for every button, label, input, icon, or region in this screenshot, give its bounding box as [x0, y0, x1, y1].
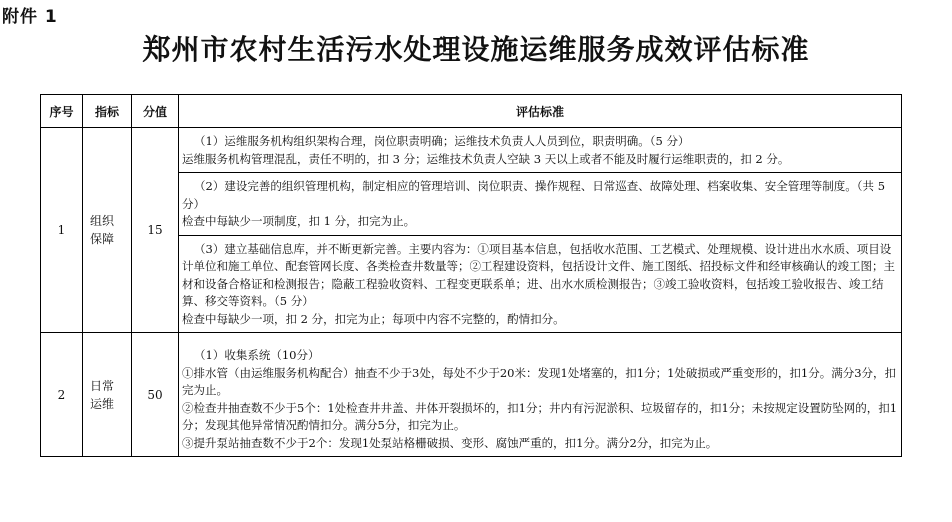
row-indicator — [83, 333, 132, 457]
row-criteria — [179, 333, 902, 457]
table-row — [41, 128, 902, 333]
criteria-line: 检查中每缺少一项制度，扣 1 分，扣完为止。 — [182, 214, 416, 228]
criteria-line: ①排水管（由运维服务机构配合）抽查不少于3处，每处不少于20米：发现1处堵塞的，扣1分；1处破损或严重变形的，扣1分。满分3分，扣完为止。 — [182, 365, 897, 397]
row-score: 15 — [132, 128, 179, 333]
header-index: 序号 — [41, 95, 83, 128]
table-header-row — [41, 95, 902, 128]
criteria-block — [179, 235, 901, 333]
table-row — [41, 333, 902, 457]
criteria-line: （1）运维服务机构组织架构合理，岗位职责明确；运维技术负责人人员到位，职责明确。（5 分） — [194, 134, 690, 148]
criteria-block — [179, 333, 901, 456]
criteria-block — [179, 128, 901, 172]
criteria-line: （3）建立基础信息库，并不断更新完善。主要内容为：①项目基本信息，包括收水范围、工艺模式、处理规模、设计进出水水质、项目设计单位和施工单位、配套管网长度、各类检查井数量等；②工程建设资料，包括设计文件、施工图纸、招投标文件和经审核确认的竣工图；主材和设备合格证和检测报告；隐蔽工程验收资料、工程变更联系单；进、出水水质检测报告；③竣工验收资料，包括竣工验收报告、竣工结算、移交等资料。（5 分） — [182, 241, 895, 308]
header-criteria: 评估标准 — [179, 95, 902, 128]
row-index: 2 — [41, 333, 83, 457]
header-indicator: 指标 — [83, 95, 132, 128]
criteria-line: 运维服务机构管理混乱，责任不明的，扣 3 分；运维技术负责人空缺 3 天以上或者不能及时履行运维职责的，扣 2 分。 — [182, 151, 790, 166]
criteria-line: ②检查井抽查数不少于5个：1处检查井井盖、井体开裂损坏的，扣1分；井内有污泥淤积、垃圾留存的，扣1分；未按规定设置防坠网的，扣1分；发现其他异常情况酌情扣分。满分5分，扣完为止。 — [182, 400, 898, 432]
row-score: 50 — [132, 333, 179, 457]
row-indicator-text: 组织保障 — [90, 214, 115, 246]
row-index: 1 — [41, 128, 83, 333]
row-indicator-text: 日常运维 — [90, 378, 115, 411]
row-indicator — [83, 128, 132, 333]
criteria-line: （1）收集系统（10分） — [194, 348, 320, 362]
row-criteria — [179, 128, 902, 333]
criteria-block — [179, 172, 901, 235]
criteria-line: 检查中每缺少一项，扣 2 分，扣完为止；每项中内容不完整的，酌情扣分。 — [182, 311, 565, 326]
evaluation-table — [40, 94, 902, 457]
attachment-label: 附件 1 — [2, 7, 58, 27]
criteria-line: （2）建设完善的组织管理机构，制定相应的管理培训、岗位职责、操作规程、日常巡查、故障处理、档案收集、安全管理等制度。（共 5 分） — [182, 179, 886, 211]
criteria-line: ③提升泵站抽查数不少于2个：发现1处泵站格栅破损、变形、腐蚀严重的，扣1分。满分2分，扣完为止。 — [182, 435, 718, 450]
document-title: 郑州市农村生活污水处理设施运维服务成效评估标准 — [142, 33, 810, 66]
header-score: 分值 — [132, 95, 179, 128]
